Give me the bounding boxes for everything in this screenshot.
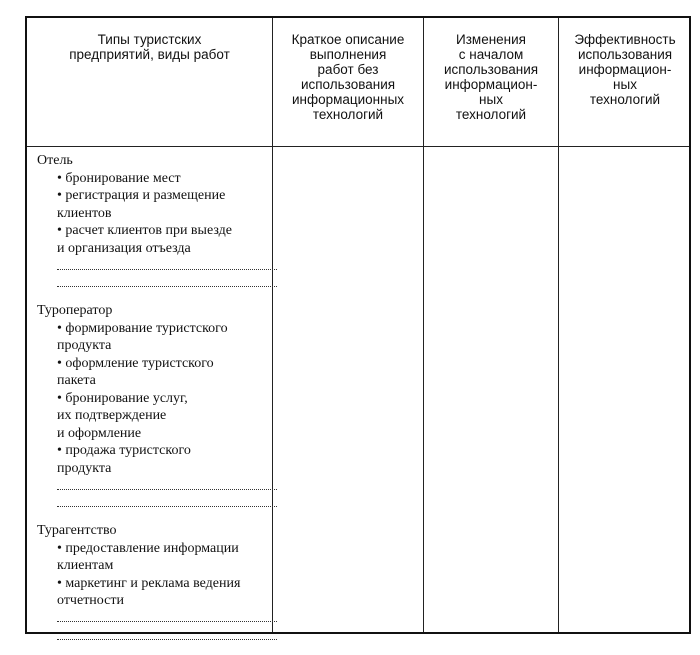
section-title: Туроператор [37, 303, 113, 318]
work-item-line: продукта [57, 338, 112, 353]
header-line: технологий [312, 107, 384, 122]
header-line: предприятий, виды работ [69, 47, 230, 62]
header-enterprise-types [27, 32, 272, 62]
header-line: Эффективность [574, 32, 676, 47]
header-line: использования [577, 47, 673, 62]
header-it-efficiency [559, 32, 691, 107]
header-line: с началом [458, 47, 524, 62]
work-item-line: • бронирование услуг, [57, 390, 188, 406]
work-item-line: клиентам [57, 558, 114, 573]
header-line: ных [479, 92, 503, 107]
work-item-line: продукта [57, 460, 112, 476]
work-item-line: • оформление туристского [57, 355, 214, 371]
section-title: Отель [37, 153, 73, 168]
section-1 [37, 152, 277, 292]
work-item-line: • расчет клиентов при выезде [57, 223, 232, 238]
work-item-line: клиентов [57, 205, 112, 221]
section-title: Турагентство [37, 523, 117, 538]
header-line: выполнения [309, 47, 387, 62]
header-line: технологий [589, 92, 661, 107]
header-line: использования [300, 77, 396, 92]
activity-table [25, 16, 691, 634]
header-line: работ без [317, 62, 379, 77]
dotted-fill-line [37, 257, 277, 275]
dotted-fill-line [37, 627, 277, 645]
header-line: Краткое описание [291, 32, 405, 47]
work-item-line: • маркетинг и реклама ведения [57, 575, 241, 591]
work-item-line: и организация отъезда [57, 240, 191, 256]
work-item-line: • предоставление информации [57, 540, 239, 556]
section-3 [37, 522, 277, 645]
column-divider [558, 18, 559, 632]
header-line: Изменения [456, 32, 526, 47]
work-item-line: их подтверждение [57, 408, 167, 423]
dotted-fill-line [37, 275, 277, 293]
dotted-fill-line [37, 495, 277, 513]
work-item-line: • регистрация и размещение [57, 188, 226, 203]
work-item-line: отчетности [57, 593, 124, 608]
work-item-line: • бронирование мест [57, 170, 181, 186]
header-description-without-it [273, 32, 423, 122]
work-item-line: • продажа туристского [57, 443, 191, 458]
dotted-fill-line [37, 610, 277, 628]
header-line: технологий [455, 107, 527, 122]
header-line: информацион- [578, 62, 672, 77]
header-line: ных [613, 77, 637, 92]
header-line: информационных [291, 92, 405, 107]
header-line: Типы туристских [97, 32, 202, 47]
work-item-line: • формирование туристского [57, 320, 228, 336]
header-line: использования [443, 62, 539, 77]
dotted-fill-line [37, 477, 277, 495]
work-item-line: и оформление [57, 425, 142, 441]
enterprise-types-column [37, 152, 277, 655]
header-line: информацион- [444, 77, 538, 92]
header-divider [27, 146, 689, 147]
section-2 [37, 302, 277, 512]
work-item-line: пакета [57, 373, 96, 388]
header-changes-with-it [424, 32, 558, 122]
